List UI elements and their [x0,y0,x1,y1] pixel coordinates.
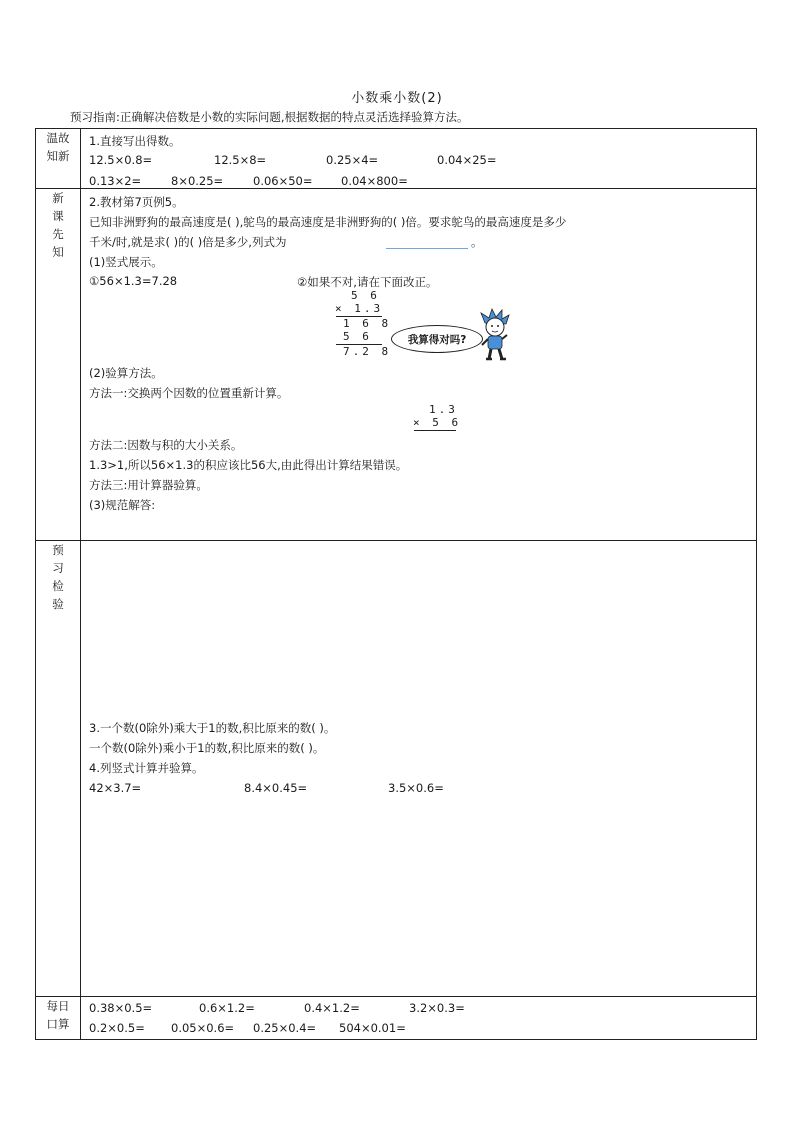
vmul-multiplier: × 1.3 [335,302,384,315]
q4-item-1: 42×3.7= [89,781,142,795]
review-q6: 8×0.25= [171,174,224,188]
review-label: 温故 知新 [36,129,81,189]
daily-q2: 0.6×1.2= [199,1001,255,1015]
vmul2-top: 1.3 [429,403,458,416]
vmul-top: 5 6 [351,289,380,302]
daily-q1: 0.38×0.5= [89,1001,153,1015]
boy-mascot-icon [475,307,515,363]
method-1: 方法一:交换两个因数的位置重新计算。 [89,386,289,400]
formula-answer-line[interactable] [386,248,468,249]
example-heading: 2.教材第7页例5。 [89,195,184,209]
problem-line-2-end: 。 [471,235,483,249]
review-q5: 0.13×2= [89,174,142,188]
daily-q6: 0.05×0.6= [171,1021,235,1035]
vmul2-rule [414,430,456,431]
review-q1: 12.5×0.8= [89,153,153,167]
method-2: 方法二:因数与积的大小关系。 [89,438,243,452]
q3-part-b: 一个数(0除外)乘小于1的数,积比原来的数( )。 [89,741,325,755]
step2-label: (2)验算方法。 [89,366,163,380]
review-q2: 12.5×8= [214,153,267,167]
q3-part-a: 3.一个数(0除外)乘大于1的数,积比原来的数( )。 [89,721,336,735]
vmul-partial-2: 5 6 [343,330,372,343]
new-lesson-label: 新 课 先 知 [36,189,81,541]
given-equation: ①56×1.3=7.28 [89,274,178,288]
vmul2-multiplier: × 5 6 [413,416,462,429]
check-row [36,541,757,997]
problem-line-1: 已知非洲野狗的最高速度是( ),鸵鸟的最高速度是非洲野狗的( )倍。要求鸵鸟的最高速度是多少 [89,215,567,229]
page-title: 小数乘小数(2) [351,91,443,106]
step1-label: (1)竖式展示。 [89,255,163,269]
vmul-partial-1: 1 6 8 [343,317,392,330]
daily-label: 每日 口算 [36,997,81,1040]
review-q8: 0.04×800= [341,174,408,188]
check-label: 预 习 检 验 [36,541,81,997]
vmul-result: 7.2 8 [343,345,392,358]
q4-item-2: 8.4×0.45= [244,781,308,795]
method-2-detail: 1.3>1,所以56×1.3的积应该比56大,由此得出计算结果错误。 [89,458,408,472]
review-q4: 0.04×25= [437,153,497,167]
check-content [81,541,757,997]
worksheet-table [35,128,757,1040]
method-3: 方法三:用计算器验算。 [89,478,208,492]
review-content [81,129,757,189]
review-q7: 0.06×50= [253,174,313,188]
new-lesson-content [81,189,757,541]
daily-q4: 3.2×0.3= [409,1001,465,1015]
daily-content [81,997,757,1040]
daily-row [36,997,757,1040]
review-heading: 1.直接写出得数。 [89,134,181,148]
review-q3: 0.25×4= [326,153,379,167]
new-lesson-row [36,189,757,541]
preview-guide: 预习指南:正确解决倍数是小数的实际问题,根据数据的特点灵活选择验算方法。 [70,110,469,124]
q4-item-3: 3.5×0.6= [388,781,444,795]
q4-heading: 4.列竖式计算并验算。 [89,761,204,775]
review-row [36,129,757,189]
speech-bubble: 我算得对吗? [391,325,483,353]
daily-q3: 0.4×1.2= [304,1001,360,1015]
daily-q7: 0.25×0.4= [253,1021,317,1035]
daily-q8: 504×0.01= [339,1021,406,1035]
correction-prompt: ②如果不对,请在下面改正。 [297,275,438,289]
daily-q5: 0.2×0.5= [89,1021,145,1035]
problem-line-2: 千米/时,就是求( )的( )倍是多少,列式为 [89,235,287,249]
step3-label: (3)规范解答: [89,498,156,512]
